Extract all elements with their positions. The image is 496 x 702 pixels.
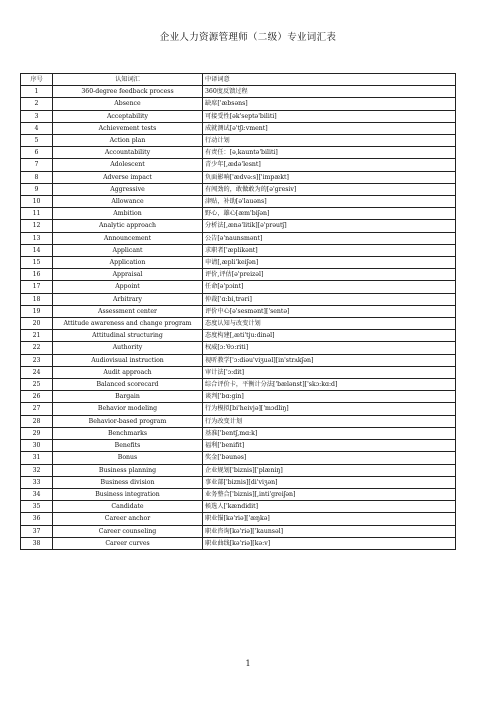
- row-term: Announcement: [53, 232, 203, 244]
- table-row: [21, 525, 456, 537]
- row-number: 12: [21, 220, 53, 232]
- row-term: Analytic approach: [53, 220, 203, 232]
- row-term: Assessment center: [53, 305, 203, 317]
- table-row: [21, 232, 456, 244]
- vocabulary-table: [20, 73, 456, 550]
- row-number: 5: [21, 135, 53, 147]
- document-title: 企业人力资源管理师（二级）专业词汇表: [159, 32, 337, 43]
- table-row: [21, 440, 456, 452]
- row-number: 20: [21, 318, 53, 330]
- row-number: 22: [21, 342, 53, 354]
- table-row: [21, 171, 456, 183]
- row-translation: 野心，雄心[æm'biʃən]: [203, 208, 456, 220]
- row-translation: 成就测试[ə'tʃi:vment]: [203, 122, 456, 134]
- table-row: [21, 513, 456, 525]
- table-row: [21, 464, 456, 476]
- row-number: 36: [21, 513, 53, 525]
- row-term: Career anchor: [53, 513, 203, 525]
- row-number: 24: [21, 366, 53, 378]
- row-number: 4: [21, 122, 53, 134]
- row-number: 2: [21, 98, 53, 110]
- row-term: Achievement tests: [53, 122, 203, 134]
- row-term: Application: [53, 257, 203, 269]
- table-row: [21, 86, 456, 98]
- row-translation: 视听教学['ɔ:diəu'viʒuəl][in'strʌkʃən]: [203, 354, 456, 366]
- row-translation: 候选人['kændidit]: [203, 501, 456, 513]
- row-term: Accountability: [53, 147, 203, 159]
- table-row: [21, 318, 456, 330]
- row-translation: 评价,评估[ə'preizəl]: [203, 269, 456, 281]
- row-number: 16: [21, 269, 53, 281]
- row-translation: 求职者['æplikənt]: [203, 244, 456, 256]
- row-number: 19: [21, 305, 53, 317]
- row-term: Authority: [53, 342, 203, 354]
- row-number: 11: [21, 208, 53, 220]
- row-term: Absence: [53, 98, 203, 110]
- row-number: 25: [21, 379, 53, 391]
- table-row: [21, 354, 456, 366]
- row-term: Behavior modeling: [53, 403, 203, 415]
- row-translation: 企业规划['biznis]['plæniŋ]: [203, 464, 456, 476]
- row-number: 33: [21, 476, 53, 488]
- row-term: Behavior-based program: [53, 415, 203, 427]
- row-term: Adverse impact: [53, 171, 203, 183]
- row-term: 360-degree feedback process: [53, 86, 203, 98]
- row-term: Candidate: [53, 501, 203, 513]
- row-number: 29: [21, 427, 53, 439]
- row-translation: 职业锚[kə'riə]['æŋkə]: [203, 513, 456, 525]
- row-number: 37: [21, 525, 53, 537]
- row-translation: 缺席['æbsəns]: [203, 98, 456, 110]
- row-term: Balanced scorecard: [53, 379, 203, 391]
- row-term: Bargain: [53, 391, 203, 403]
- row-translation: 谈判['bɑ:gin]: [203, 391, 456, 403]
- row-term: Acceptability: [53, 110, 203, 122]
- row-translation: 仲裁['ɑ:bi,trəri]: [203, 293, 456, 305]
- row-number: 3: [21, 110, 53, 122]
- row-translation: 青少年[,ædə'lesnt]: [203, 159, 456, 171]
- table-row: [21, 427, 456, 439]
- row-number: 13: [21, 232, 53, 244]
- row-number: 31: [21, 452, 53, 464]
- row-term: Allowance: [53, 196, 203, 208]
- row-number: 38: [21, 537, 53, 549]
- row-number: 30: [21, 440, 53, 452]
- row-term: Action plan: [53, 135, 203, 147]
- row-term: Ambition: [53, 208, 203, 220]
- row-term: Appoint: [53, 281, 203, 293]
- table-row: [21, 488, 456, 500]
- row-translation: 评价中心[ə'sesmənt]['sentə]: [203, 305, 456, 317]
- row-term: Attitudinal structuring: [53, 330, 203, 342]
- row-translation: 行为改变计划: [203, 415, 456, 427]
- row-number: 15: [21, 257, 53, 269]
- row-number: 7: [21, 159, 53, 171]
- row-translation: 业务整合['biznis][,inti'greiʃən]: [203, 488, 456, 500]
- row-number: 8: [21, 171, 53, 183]
- row-translation: 职业咨询[kə'riə]['kaunsəl]: [203, 525, 456, 537]
- row-translation: 分析法[,ænə'litik][ə'prəutʃ]: [203, 220, 456, 232]
- row-term: Appraisal: [53, 269, 203, 281]
- row-translation: 任命[ə'pɔint]: [203, 281, 456, 293]
- row-term: Adolescent: [53, 159, 203, 171]
- table-row: [21, 379, 456, 391]
- row-term: Aggressive: [53, 183, 203, 195]
- table-row: [21, 415, 456, 427]
- table-row: [21, 293, 456, 305]
- row-number: 35: [21, 501, 53, 513]
- row-translation: 公告[ə'naunsmənt]: [203, 232, 456, 244]
- row-translation: 行动计划: [203, 135, 456, 147]
- row-term: Benchmarks: [53, 427, 203, 439]
- row-number: 1: [21, 86, 53, 98]
- row-translation: 审计法['ɔ:dit]: [203, 366, 456, 378]
- row-term: Audit approach: [53, 366, 203, 378]
- header-number: 序号: [21, 74, 53, 86]
- table-row: [21, 110, 456, 122]
- table-row: [21, 305, 456, 317]
- row-translation: 津贴，补助[ə'lauəns]: [203, 196, 456, 208]
- row-translation: 综合评价卡，平衡计分法['bælənst]['skɔ:kɑ:d]: [203, 379, 456, 391]
- row-number: 27: [21, 403, 53, 415]
- row-term: Arbitrary: [53, 293, 203, 305]
- row-translation: 事业部['biznis][di'viʒən]: [203, 476, 456, 488]
- row-number: 18: [21, 293, 53, 305]
- table-row: [21, 98, 456, 110]
- row-translation: 有闯劲的，敢做敢为的[ə'gresiv]: [203, 183, 456, 195]
- header-translation: 中译词意: [203, 74, 456, 86]
- row-term: Bonus: [53, 452, 203, 464]
- row-translation: 福利['benifit]: [203, 440, 456, 452]
- row-translation: 负面影响['ædvə:s]['impækt]: [203, 171, 456, 183]
- row-translation: 基准['bentʃ,mɑ:k]: [203, 427, 456, 439]
- row-number: 21: [21, 330, 53, 342]
- table-body: [21, 86, 456, 550]
- page-number: 1: [245, 659, 251, 668]
- row-term: Career curves: [53, 537, 203, 549]
- table-row: [21, 269, 456, 281]
- table-row: [21, 244, 456, 256]
- row-term: Attitude awareness and change program: [53, 318, 203, 330]
- row-translation: 申请[,æpli'keiʃən]: [203, 257, 456, 269]
- row-translation: 权威[ɔ:'θɔ:riti]: [203, 342, 456, 354]
- table-row: [21, 330, 456, 342]
- table-row: [21, 403, 456, 415]
- table-row: [21, 342, 456, 354]
- row-number: 28: [21, 415, 53, 427]
- table-row: [21, 501, 456, 513]
- row-term: Audiovisual instruction: [53, 354, 203, 366]
- row-number: 6: [21, 147, 53, 159]
- row-term: Applicant: [53, 244, 203, 256]
- row-term: Business division: [53, 476, 203, 488]
- row-translation: 职业曲线[kə'riə][kə:v]: [203, 537, 456, 549]
- table-row: [21, 147, 456, 159]
- row-translation: 态度认知与改变计划: [203, 318, 456, 330]
- row-term: Benefits: [53, 440, 203, 452]
- row-translation: 奖金['bəunəs]: [203, 452, 456, 464]
- row-translation: 360度反馈过程: [203, 86, 456, 98]
- table-row: [21, 122, 456, 134]
- row-number: 26: [21, 391, 53, 403]
- row-number: 32: [21, 464, 53, 476]
- table-row: [21, 208, 456, 220]
- header-term: 认知词汇: [53, 74, 203, 86]
- row-number: 14: [21, 244, 53, 256]
- row-number: 17: [21, 281, 53, 293]
- row-term: Career counseling: [53, 525, 203, 537]
- table-row: [21, 220, 456, 232]
- row-translation: 态度构建[,æti'tju:dinəl]: [203, 330, 456, 342]
- table-row: [21, 159, 456, 171]
- table-row: [21, 196, 456, 208]
- table-row: [21, 366, 456, 378]
- table-row: [21, 281, 456, 293]
- table-header-row: [21, 74, 456, 86]
- table-row: [21, 183, 456, 195]
- row-translation: 可接受性[ək'septə'biliti]: [203, 110, 456, 122]
- row-term: Business integration: [53, 488, 203, 500]
- row-number: 9: [21, 183, 53, 195]
- table-row: [21, 135, 456, 147]
- row-number: 10: [21, 196, 53, 208]
- row-number: 23: [21, 354, 53, 366]
- table-row: [21, 452, 456, 464]
- table-row: [21, 537, 456, 549]
- row-translation: 行为模拟[bi'heivjə]['mɔdliŋ]: [203, 403, 456, 415]
- row-translation: 有责任：[ə,kauntə'biliti]: [203, 147, 456, 159]
- table-row: [21, 391, 456, 403]
- table-row: [21, 476, 456, 488]
- row-term: Business planning: [53, 464, 203, 476]
- row-number: 34: [21, 488, 53, 500]
- table-row: [21, 257, 456, 269]
